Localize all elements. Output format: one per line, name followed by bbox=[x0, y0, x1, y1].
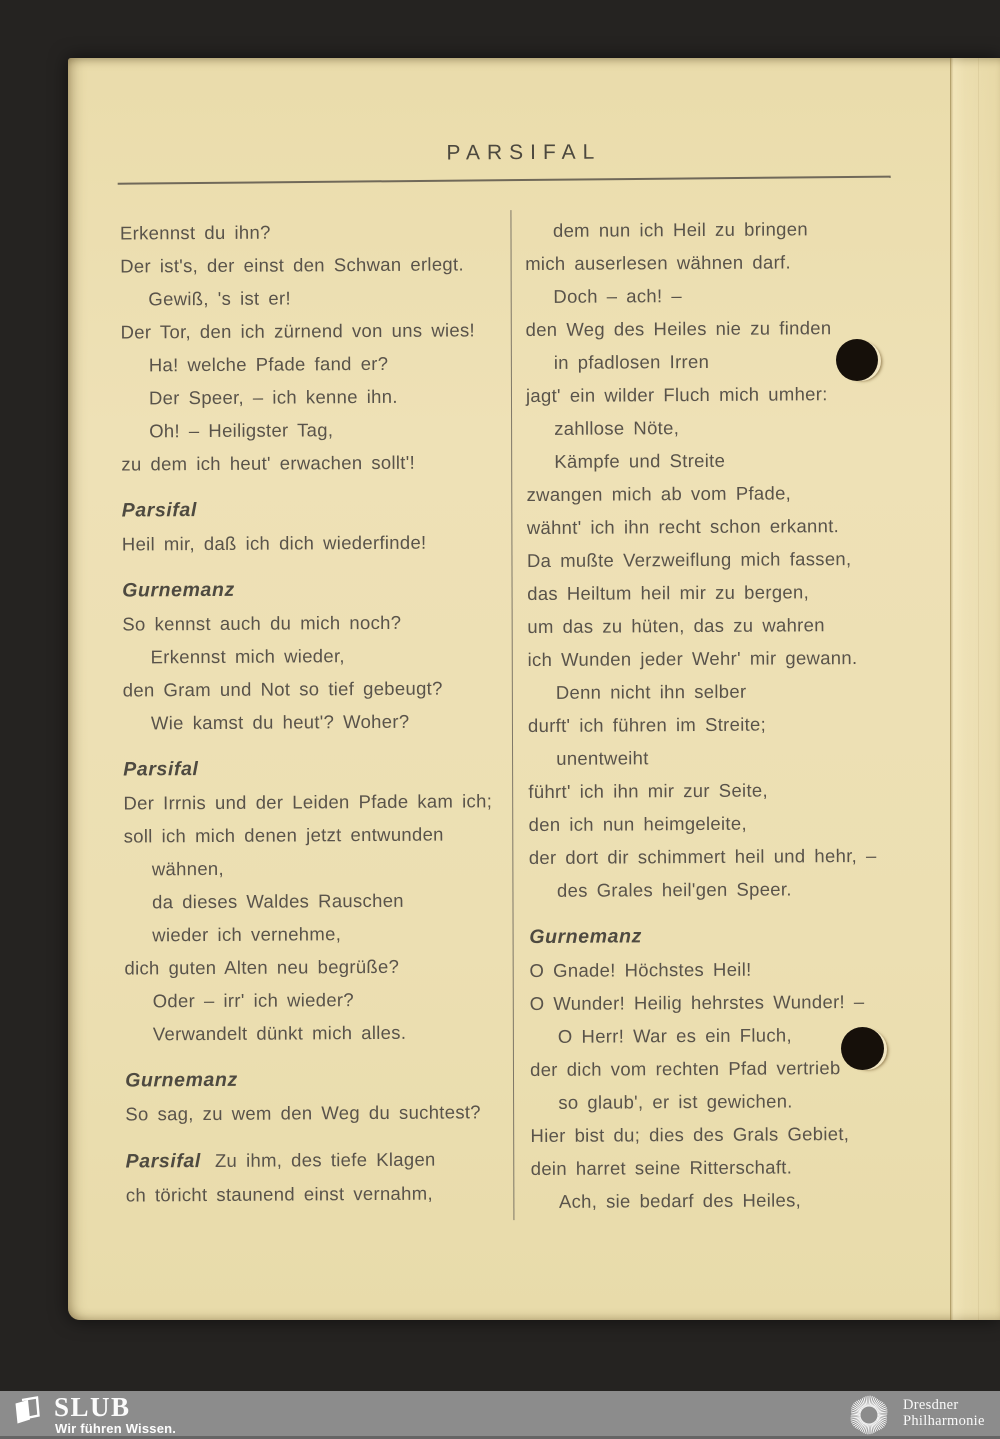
verse-line: Parsifal Zu ihm, des tiefe Klagen bbox=[125, 1148, 436, 1173]
verse-line: ich Wunden jeder Wehr' mir gewann. bbox=[527, 647, 858, 671]
verse-line: dein harret seine Ritterschaft. bbox=[530, 1156, 793, 1180]
scanned-page bbox=[68, 58, 1000, 1320]
verse-line: den Gram und Not so tief gebeugt? bbox=[122, 677, 443, 701]
speaker-heading: Parsifal bbox=[121, 499, 198, 522]
verse-line: Ha! welche Pfade fand er? bbox=[148, 352, 389, 376]
verse-block bbox=[122, 492, 522, 560]
verse-line: dem nun ich Heil zu bringen bbox=[552, 218, 808, 241]
verse-line: Erkennst mich wieder, bbox=[150, 645, 345, 668]
punch-hole-bottom bbox=[841, 1027, 884, 1070]
verse-line: dich guten Alten neu begrüße? bbox=[124, 955, 400, 979]
speaker-heading: Parsifal bbox=[123, 758, 199, 781]
speaker-heading: Gurnemanz bbox=[529, 925, 643, 949]
verse-line: O Wunder! Heilig hehrstes Wunder! – bbox=[529, 990, 865, 1015]
verse-block bbox=[122, 572, 523, 739]
verse-line: so glaub', er ist gewichen. bbox=[558, 1090, 793, 1113]
verse-block bbox=[123, 751, 525, 1050]
verse-line: zu dem ich heut' erwachen sollt'! bbox=[121, 451, 416, 475]
verse-line: wähnt' ich ihn recht schon erkannt. bbox=[526, 515, 840, 539]
page-title: PARSIFAL bbox=[446, 140, 602, 165]
verse-line: Denn nicht ihn selber bbox=[555, 680, 747, 703]
verse-line: O Gnade! Höchstes Heil! bbox=[529, 958, 752, 982]
verse-line: durft' ich führen im Streite; bbox=[527, 713, 767, 737]
verse-line: zwangen mich ab vom Pfade, bbox=[526, 482, 792, 506]
slub-name: SLUB bbox=[54, 1392, 131, 1422]
verse-line: wieder ich vernehme, bbox=[152, 923, 342, 946]
slub-logo[interactable] bbox=[0, 1391, 240, 1439]
verse-line: das Heiltum heil mir zu bergen, bbox=[527, 581, 810, 605]
verse-line: O Herr! War es ein Fluch, bbox=[557, 1024, 792, 1047]
page-content bbox=[65, 55, 1000, 1323]
open-book-icon bbox=[12, 1395, 42, 1425]
verse-line: des Grales heil'gen Speer. bbox=[556, 878, 792, 901]
verse-line: Der Irrnis und der Leiden Pfade kam ich; bbox=[123, 790, 493, 814]
verse-line: unentweiht bbox=[556, 747, 649, 769]
verse-column-right bbox=[525, 211, 981, 1218]
verse-line: Da mußte Verzweiflung mich fassen, bbox=[526, 548, 852, 572]
verse-line: jagt' ein wilder Fluch mich umher: bbox=[525, 383, 828, 407]
verse-line: ch töricht staunend einst vernahm, bbox=[125, 1182, 433, 1206]
verse-line: mich auserlesen wähnen darf. bbox=[525, 251, 791, 275]
verse-line: wähnen, bbox=[151, 857, 224, 880]
verse-line: Gewiß, 's ist er! bbox=[148, 287, 291, 310]
verse-line: in pfadlosen Irren bbox=[553, 350, 710, 373]
speaker-heading-inline: Parsifal bbox=[125, 1150, 201, 1173]
verse-line: So sag, zu wem den Weg du suchtest? bbox=[125, 1101, 481, 1125]
philharmonie-line2: Philharmonie bbox=[903, 1413, 985, 1429]
verse-block bbox=[125, 1062, 525, 1130]
verse-line: Wie kamst du heut'? Woher? bbox=[150, 710, 410, 734]
verse-line: der dort dir schimmert heil und hehr, – bbox=[528, 844, 877, 869]
verse-line: Oder – irr' ich wieder? bbox=[152, 989, 355, 1012]
verse-line: Der Speer, – ich kenne ihn. bbox=[148, 385, 398, 409]
verse-line: der dich vom rechten Pfad vertrieb bbox=[530, 1057, 841, 1081]
speaker-heading: Gurnemanz bbox=[125, 1068, 238, 1092]
speaker-heading: Gurnemanz bbox=[122, 578, 235, 602]
verse-line: da dieses Waldes Rauschen bbox=[151, 889, 404, 913]
verse-line: Verwandelt dünkt mich alles. bbox=[152, 1021, 407, 1045]
verse-column-left bbox=[120, 214, 526, 1211]
verse-line: Oh! – Heiligster Tag, bbox=[149, 419, 334, 442]
verse-block bbox=[529, 918, 981, 1218]
verse-block bbox=[126, 1142, 526, 1211]
verse-line: Doch – ach! – bbox=[553, 285, 682, 307]
verse-block bbox=[120, 214, 522, 480]
verse-line: um das zu hüten, das zu wahren bbox=[527, 614, 825, 638]
title-rule bbox=[118, 176, 891, 185]
starburst-icon bbox=[847, 1393, 891, 1437]
philharmonie-line1: Dresdner bbox=[903, 1397, 959, 1413]
verse-line: den Weg des Heiles nie zu finden bbox=[525, 317, 832, 341]
verse-line: Der Tor, den ich zürnend von uns wies! bbox=[120, 319, 475, 343]
verse-line: Hier bist du; dies des Grals Gebiet, bbox=[530, 1123, 850, 1147]
dresdner-philharmonie-logo[interactable] bbox=[840, 1391, 1000, 1439]
verse-line: Der ist's, der einst den Schwan erlegt. bbox=[120, 253, 464, 277]
verse-line: Kämpfe und Streite bbox=[554, 449, 726, 472]
slub-tagline: Wir führen Wissen. bbox=[55, 1421, 177, 1436]
verse-line: zahllose Nöte, bbox=[554, 417, 680, 439]
footer-bar bbox=[0, 1391, 1000, 1439]
verse-line: den ich nun heimgeleite, bbox=[528, 812, 747, 836]
verse-line: So kennst auch du mich noch? bbox=[122, 611, 402, 635]
verse-line: Heil mir, daß ich dich wiederfinde! bbox=[121, 531, 427, 555]
verse-line: Erkennst du ihn? bbox=[119, 221, 271, 244]
verse-line: führt' ich ihn mir zur Seite, bbox=[528, 779, 768, 803]
philharmonie-text bbox=[903, 1397, 985, 1429]
verse-line: soll ich mich denen jetzt entwunden bbox=[123, 823, 444, 847]
punch-hole-top bbox=[836, 339, 878, 381]
verse-line: Ach, sie bedarf des Heiles, bbox=[558, 1189, 802, 1212]
verse-block bbox=[525, 211, 979, 907]
